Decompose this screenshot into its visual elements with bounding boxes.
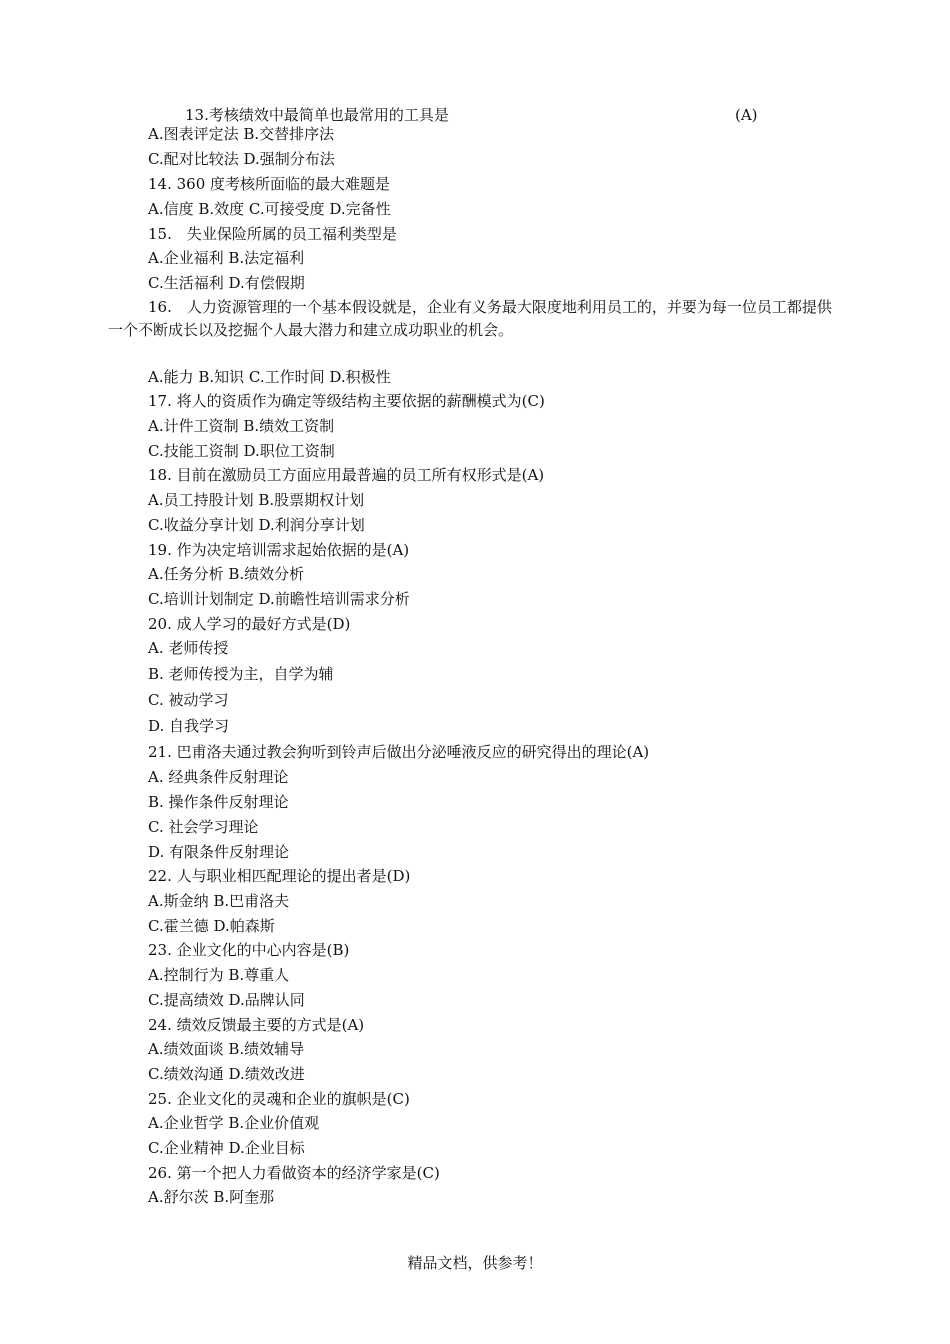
question-20-option-c: C. 被动学习 — [148, 691, 229, 709]
question-25: 25. 企业文化的灵魂和企业的旗帜是(C) — [148, 1090, 410, 1108]
question-19: 19. 作为决定培训需求起始依据的是(A) — [148, 541, 410, 559]
question-13-options-1: A.图表评定法 B.交替排序法 — [148, 125, 335, 143]
question-23-options-2: C.提高绩效 D.品牌认同 — [148, 991, 305, 1009]
question-22: 22. 人与职业相匹配理论的提出者是(D) — [148, 867, 411, 885]
question-14: 14. 360 度考核所面临的最大难题是 — [148, 175, 391, 193]
question-19-options-1: A.任务分析 B.绩效分析 — [148, 565, 305, 583]
question-14-options-1: A.信度 B.效度 C.可接受度 D.完备性 — [148, 200, 391, 218]
question-17: 17. 将人的资质作为确定等级结构主要依据的薪酬模式为(C) — [148, 392, 545, 410]
question-17-options-1: A.计件工资制 B.绩效工资制 — [148, 417, 335, 435]
question-21: 21. 巴甫洛夫通过教会狗听到铃声后做出分泌唾液反应的研究得出的理论(A) — [148, 743, 650, 761]
question-24: 24. 绩效反馈最主要的方式是(A) — [148, 1016, 365, 1034]
question-22-options-2: C.霍兰德 D.帕森斯 — [148, 917, 275, 935]
question-17-options-2: C.技能工资制 D.职位工资制 — [148, 442, 335, 460]
question-24-options-2: C.绩效沟通 D.绩效改进 — [148, 1065, 305, 1083]
question-21-option-a: A. 经典条件反射理论 — [148, 768, 289, 786]
question-20-option-b: B. 老师传授为主，自学为辅 — [148, 665, 334, 683]
question-20: 20. 成人学习的最好方式是(D) — [148, 615, 351, 633]
question-25-options-2: C.企业精神 D.企业目标 — [148, 1139, 305, 1157]
question-23: 23. 企业文化的中心内容是(B) — [148, 941, 350, 959]
question-23-options-1: A.控制行为 B.尊重人 — [148, 966, 290, 984]
question-21-option-d: D. 有限条件反射理论 — [148, 843, 290, 861]
question-20-option-d: D. 自我学习 — [148, 717, 230, 735]
question-25-options-1: A.企业哲学 B.企业价值观 — [148, 1114, 320, 1132]
question-15-options-2: C.生活福利 D.有偿假期 — [148, 274, 305, 292]
question-18: 18. 目前在激励员工方面应用最普遍的员工所有权形式是(A) — [148, 466, 545, 484]
question-20-option-a: A. 老师传授 — [148, 639, 229, 657]
question-26: 26. 第一个把人力看做资本的经济学家是(C) — [148, 1164, 440, 1182]
question-18-options-1: A.员工持股计划 B.股票期权计划 — [148, 491, 365, 509]
question-15-options-1: A.企业福利 B.法定福利 — [148, 249, 305, 267]
question-24-options-1: A.绩效面谈 B.绩效辅导 — [148, 1040, 305, 1058]
page-footer: 精品文档，供参考！ — [407, 1254, 543, 1272]
question-13-options-2: C.配对比较法 D.强制分布法 — [148, 150, 335, 168]
question-13-answer: (A) — [735, 106, 758, 124]
question-18-options-2: C.收益分享计划 D.利润分享计划 — [148, 516, 365, 534]
question-16: 16. 人力资源管理的一个基本假设就是，企业有义务最大限度地利用员工的，并要为每一位员工都提供一个不断成长以及挖掘个人最大潜力和建立成功职业的机会。 — [108, 298, 832, 339]
question-15: 15. 失业保险所属的员工福利类型是 — [148, 225, 397, 243]
question-21-option-b: B. 操作条件反射理论 — [148, 793, 289, 811]
question-16-options-1: A.能力 B.知识 C.工作时间 D.积极性 — [148, 368, 391, 386]
question-26-options-1: A.舒尔茨 B.阿奎那 — [148, 1188, 275, 1206]
question-13: 13.考核绩效中最简单也最常用的工具是 — [185, 106, 449, 124]
question-22-options-1: A.斯金纳 B.巴甫洛夫 — [148, 892, 290, 910]
question-21-option-c: C. 社会学习理论 — [148, 818, 259, 836]
question-19-options-2: C.培训计划制定 D.前瞻性培训需求分析 — [148, 590, 410, 608]
